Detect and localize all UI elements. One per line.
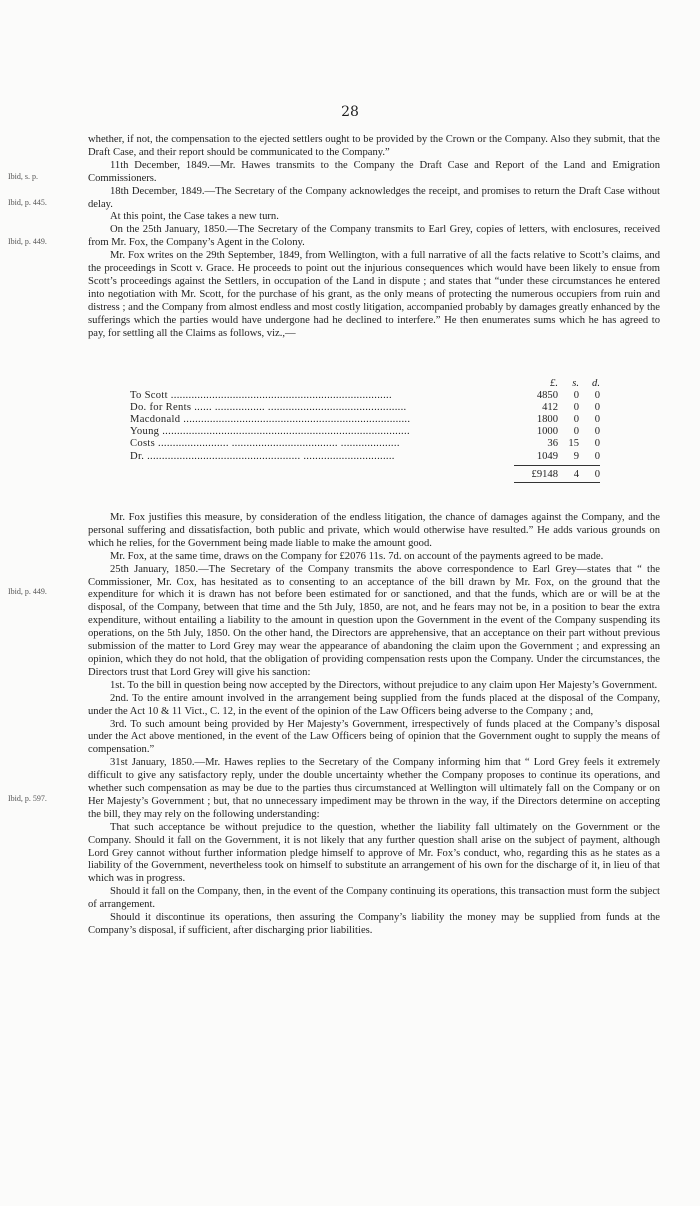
account-shillings: 0 xyxy=(573,402,579,414)
paragraph: At this point, the Case takes a new turn. xyxy=(110,211,279,223)
accounts-row xyxy=(130,414,600,426)
shillings-header: s. xyxy=(572,378,579,389)
account-pounds: 1049 xyxy=(536,450,558,462)
paragraph: Mr. Fox, at the same time, draws on the Company for £2076 11s. 7d. on account of the payments agreed to be made. xyxy=(110,550,604,562)
account-label: Macdonald ............................................................................. xyxy=(130,414,411,426)
accounts-row xyxy=(130,438,600,450)
text-block-upper xyxy=(88,134,660,341)
accounts-table xyxy=(130,378,600,483)
account-shillings: 15 xyxy=(568,438,579,450)
account-pounds: 412 xyxy=(542,402,558,414)
margin-note: Ibid, s. p. xyxy=(8,172,38,181)
text-block-lower xyxy=(88,512,660,938)
total-pounds: £9148 xyxy=(531,468,558,480)
account-pence: 0 xyxy=(594,438,600,450)
account-shillings: 0 xyxy=(573,390,579,402)
paragraph: 11th December, 1849.—Mr. Hawes transmits to the Company the Draft Case and Report of the Land and Emigration Commissioners. xyxy=(88,159,660,184)
accounts-total-row xyxy=(130,469,600,481)
paragraph: 1st. To the bill in question being now accepted by the Directors, without prejudice to any claim upon Her Majesty’s Government. xyxy=(110,679,658,691)
total-shillings: 4 xyxy=(573,468,579,480)
margin-note: Ibid, p. 449. xyxy=(8,587,47,596)
account-pounds: 1800 xyxy=(536,414,558,426)
paragraph: Mr. Fox justifies this measure, by consideration of the endless litigation, the chance of damages against the Company, and the personal suffering and dissatisfaction, both public and private, which would otherwise have resulted.” He adds various grounds on which he relies, for the Government being made liable to make the amount good. xyxy=(88,512,660,549)
account-label: Dr. .................................................... ............................... xyxy=(130,450,395,462)
pence-header: d. xyxy=(592,378,600,389)
account-pence: 0 xyxy=(594,426,600,438)
paragraph: 2nd. To the entire amount involved in the arrangement being supplied from the funds placed at the disposal of the Company, under the Act 10 & 11 Vict., C. 12, in the event of the opinion of the Law Officers being adverse to the Company ; and, xyxy=(88,692,660,717)
account-shillings: 9 xyxy=(573,450,579,462)
account-label: To Scott ........................................................................... xyxy=(130,390,392,402)
page-number: 28 xyxy=(341,104,359,120)
account-shillings: 0 xyxy=(573,426,579,438)
total-rule-bottom xyxy=(514,482,600,483)
paragraph: 3rd. To such amount being provided by Her Majesty’s Government, irrespectively of funds placed at the Company’s disposal under the Act above mentioned, in the event of the Law Officers being of opinion that the Government ought to supply the means of compensation.” xyxy=(88,718,660,756)
accounts-row xyxy=(130,451,600,463)
paragraph: whether, if not, the compensation to the ejected settlers ought to be provided by the Crown or the Company. Also they submit, that the Draft Case, and their report should be communicated to the Company.” xyxy=(88,134,660,158)
accounts-row xyxy=(130,426,600,438)
paragraph: That such acceptance be without prejudice to the question, whether the liability fall ultimately on the Government or the Company. Should it fall on the Government, it is not likely that any further question shall arise on the subject of payment, although Lord Grey cannot without further information pledge himself to approve of Mr. Fox’s conduct, who, regarding this as he states as a liability of the Government, nevertheless took on himself to substitute an arrangement of his own for the discharge of it, in lieu of that which was in progress. xyxy=(88,821,660,885)
pounds-header: £. xyxy=(550,378,558,389)
paragraph: On the 25th January, 1850.—The Secretary of the Company transmits to Earl Grey, copies of letters, with enclosures, received from Mr. Fox, the Company’s Agent in the Colony. xyxy=(88,224,660,249)
total-rule-top xyxy=(514,465,600,466)
account-pence: 0 xyxy=(594,390,600,402)
account-pence: 0 xyxy=(594,450,600,462)
account-label: Do. for Rents ...... ................. ............................................... xyxy=(130,402,407,414)
margin-note: Ibid, p. 597. xyxy=(8,794,47,803)
total-pence: 0 xyxy=(594,468,600,480)
account-label: Costs ........................ .................................... .................... xyxy=(130,438,400,450)
account-pounds: 36 xyxy=(547,438,558,450)
paragraph: Should it discontinue its operations, then assuring the Company’s liability the money may be supplied from funds at the Company’s disposal, if sufficient, after discharging prior liabilities. xyxy=(88,912,660,936)
margin-note: Ibid, p. 449. xyxy=(8,237,47,246)
paragraph: Should it fall on the Company, then, in the event of the Company continuing its operations, this transaction must form the subject of arrangement. xyxy=(88,886,660,911)
paragraph: 25th January, 1850.—The Secretary of the Company transmits the above correspondence to Earl Grey—states that “ the Commissioner, Mr. Cox, has hesitated as to consenting to an acceptance of the bill drawn by Mr. Fox, on the ground that the expenditure for which it is drawn has not before been estimated for or sanctioned, and that the funds, which are or will be at the disposal, of the Company, between that time and the 5th July, 1850, are not, and he fears may not be, in a position to bear the extra expenditure, without entailing a liability to the amount in question upon the Government in the event of the Company suspending its operations, on the 5th July, 1850. On the other hand, the Directors are apprehensive, that an acceptance on their part without previous submission of the matter to Lord Grey may wear the appearance of abandoning the claim upon the Government ; and expressing an opinion, which they do not hold, that the obligation of providing compensation rests upon the Company. Under the circumstances, the Directors trust that Lord Grey will give his sanction: xyxy=(88,563,660,678)
accounts-row xyxy=(130,402,600,414)
margin-note: Ibid, p. 445. xyxy=(8,198,47,207)
accounts-header-row xyxy=(130,378,600,390)
account-pounds: 1000 xyxy=(536,426,558,438)
account-pounds: 4850 xyxy=(536,390,558,402)
paragraph: 18th December, 1849.—The Secretary of the Company acknowledges the receipt, and promises to return the Draft Case without delay. xyxy=(88,185,660,210)
paragraph: Mr. Fox writes on the 29th September, 1849, from Wellington, with a full narrative of all the facts relative to Scott’s claims, and the proceedings in Scott v. Grace. He proceeds to point out the injurious consequences which would have been likely to ensue from Scott’s proceedings against the Settlers, in occupation of the Land in dispute ; and states that “under these circumstances he entered into negotiation with Mr. Scott, for the purchase of his grant, as the only means of protecting the numerous occupiers from ruin and distress ; and the Company from almost endless and most costly litigation, accompanied probably by damages greatly enhanced by the sufferings which the parties would have undergone had he declined to interfere.” He then enumerates sums which he has agreed to pay, for settling all the Claims as follows, viz.,— xyxy=(88,250,660,339)
paragraph: 31st January, 1850.—Mr. Hawes replies to the Secretary of the Company informing him that “ Lord Grey feels it extremely difficult to give any satisfactory reply, under the double uncertainty whether the Company proposes to continue its operations, and whether such compensation as may be due to the parties thus circumstanced at Wellington will ultimately fall on the Company or on Her Majesty’s Government ; but, that no unnecessary impediment may be thrown in the way, if the Directors determine on accepting the bill, they may rely on the following understanding: xyxy=(88,757,660,820)
accounts-row xyxy=(130,390,600,402)
account-pence: 0 xyxy=(594,402,600,414)
account-pence: 0 xyxy=(594,414,600,426)
account-shillings: 0 xyxy=(573,414,579,426)
account-label: Young .................................................................................... xyxy=(130,426,410,438)
